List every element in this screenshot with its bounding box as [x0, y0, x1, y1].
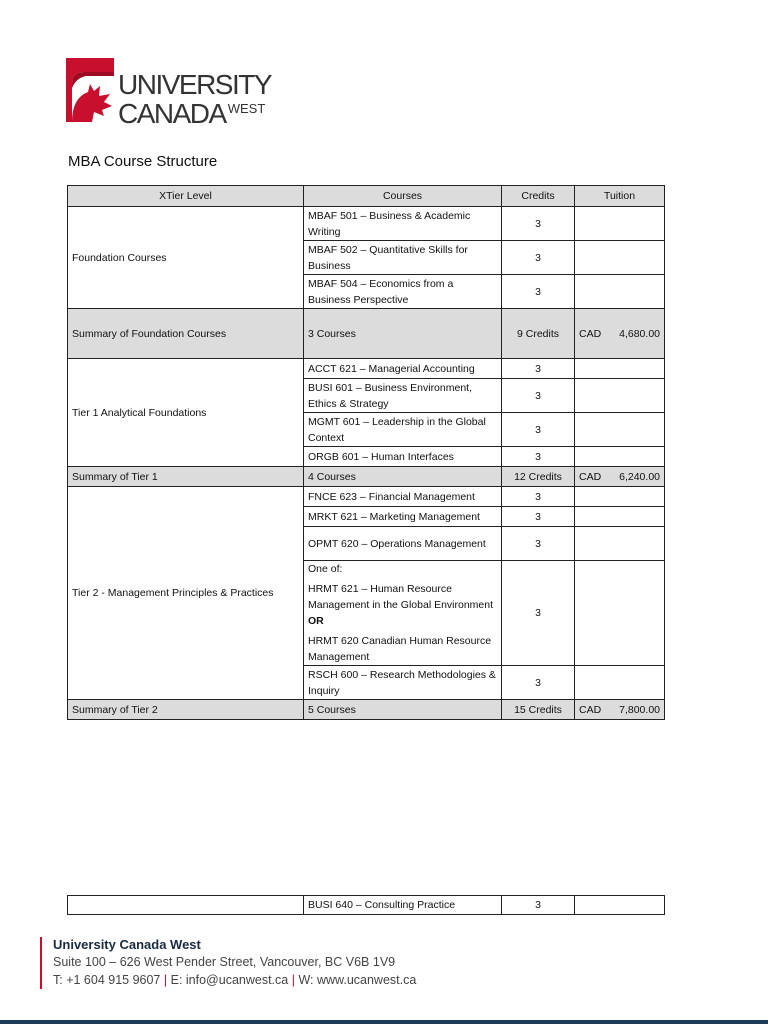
summary-credits: 12 Credits — [502, 467, 575, 487]
choice-option-2: HRMT 620 Canadian Human Resource Management — [308, 635, 492, 663]
tuition-amount: 6,240.00 — [619, 470, 660, 483]
footer-website-link[interactable]: W: www.ucanwest.ca — [298, 973, 417, 987]
table-row — [68, 896, 665, 915]
footer-phone: T: +1 604 915 9607 — [53, 973, 161, 987]
tuition-cell — [575, 507, 665, 527]
course-structure-table — [67, 185, 665, 720]
university-logo — [66, 58, 286, 129]
credits-cell: 3 — [502, 561, 575, 666]
tuition-cell — [575, 275, 665, 309]
tuition-cell — [575, 666, 665, 700]
credits-cell: 3 — [502, 241, 575, 275]
course-cell: MGMT 601 – Leadership in the Global Context — [304, 413, 502, 447]
tuition-amount: 7,800.00 — [619, 703, 660, 716]
header-tuition: Tuition — [575, 186, 665, 207]
course-cell: BUSI 640 – Consulting Practice — [304, 896, 502, 915]
course-cell: OPMT 620 – Operations Management — [304, 527, 502, 561]
tier-cell: Tier 2 - Management Principles & Practices — [68, 487, 304, 700]
summary-row — [68, 700, 665, 720]
table-row — [68, 359, 665, 379]
tuition-cell — [575, 561, 665, 666]
summary-label: Summary of Tier 1 — [68, 467, 304, 487]
summary-tuition — [575, 467, 665, 487]
credits-cell: 3 — [502, 275, 575, 309]
course-cell: ORGB 601 – Human Interfaces — [304, 447, 502, 467]
tuition-cell — [575, 207, 665, 241]
tuition-cell — [575, 241, 665, 275]
choice-option-1: HRMT 621 – Human Resource Management in the Global Environment — [308, 583, 494, 611]
course-cell: FNCE 623 – Financial Management — [304, 487, 502, 507]
course-cell: RSCH 600 – Research Methodologies & Inquiry — [304, 666, 502, 700]
logo-wordmark — [118, 69, 272, 129]
credits-cell: 3 — [502, 413, 575, 447]
header-tier-level: XTier Level — [68, 186, 304, 207]
logo-west: WEST — [227, 101, 266, 116]
header-credits: Credits — [502, 186, 575, 207]
continued-table — [67, 895, 665, 915]
header-courses: Courses — [304, 186, 502, 207]
tuition-cell — [575, 379, 665, 413]
course-cell: MBAF 504 – Economics from a Business Perspective — [304, 275, 502, 309]
summary-row — [68, 467, 665, 487]
bottom-accent-bar — [0, 1020, 768, 1024]
tier-cell — [68, 896, 304, 915]
maple-leaf-logo-icon — [66, 58, 114, 122]
summary-credits: 15 Credits — [502, 700, 575, 720]
course-cell: MRKT 621 – Marketing Management — [304, 507, 502, 527]
credits-cell: 3 — [502, 447, 575, 467]
credits-cell: 3 — [502, 487, 575, 507]
credits-cell: 3 — [502, 527, 575, 561]
footer-email-link[interactable]: E: info@ucanwest.ca — [170, 973, 289, 987]
course-cell: MBAF 501 – Business & Academic Writing — [304, 207, 502, 241]
summary-courses: 5 Courses — [304, 700, 502, 720]
tuition-currency: CAD — [579, 703, 602, 716]
choice-intro: One of: — [308, 563, 343, 575]
summary-row — [68, 309, 665, 359]
credits-cell: 3 — [502, 359, 575, 379]
summary-tuition — [575, 309, 665, 359]
summary-label: Summary of Foundation Courses — [68, 309, 304, 359]
elective-choice-cell — [304, 561, 502, 666]
tuition-amount: 4,680.00 — [619, 327, 660, 340]
footer — [40, 937, 416, 989]
table-header-row — [68, 186, 665, 207]
footer-institution-name: University Canada West — [53, 937, 201, 952]
tuition-cell — [575, 413, 665, 447]
summary-tuition — [575, 700, 665, 720]
summary-label: Summary of Tier 2 — [68, 700, 304, 720]
table-row — [68, 207, 665, 241]
tuition-cell — [575, 447, 665, 467]
tier-cell: Tier 1 Analytical Foundations — [68, 359, 304, 467]
credits-cell: 3 — [502, 666, 575, 700]
table-row — [68, 487, 665, 507]
footer-address: Suite 100 – 626 West Pender Street, Vancouver, BC V6B 1V9 — [53, 955, 396, 969]
tuition-cell — [575, 896, 665, 915]
footer-contact — [53, 972, 416, 989]
document-title: MBA Course Structure — [68, 153, 218, 170]
credits-cell: 3 — [502, 507, 575, 527]
logo-line-1: UNIVERSITY — [118, 69, 272, 100]
credits-cell: 3 — [502, 896, 575, 915]
footer-separator: | — [163, 973, 168, 987]
credits-cell: 3 — [502, 207, 575, 241]
tuition-cell — [575, 487, 665, 507]
tuition-currency: CAD — [579, 327, 602, 340]
summary-courses: 4 Courses — [304, 467, 502, 487]
choice-or: OR — [308, 615, 324, 627]
logo-line-2: CANADA — [118, 98, 226, 129]
course-cell: MBAF 502 – Quantitative Skills for Business — [304, 241, 502, 275]
summary-courses: 3 Courses — [304, 309, 502, 359]
tuition-cell — [575, 359, 665, 379]
tuition-cell — [575, 527, 665, 561]
tuition-currency: CAD — [579, 470, 602, 483]
tier-cell: Foundation Courses — [68, 207, 304, 309]
footer-separator: | — [291, 973, 295, 987]
credits-cell: 3 — [502, 379, 575, 413]
course-cell: ACCT 621 – Managerial Accounting — [304, 359, 502, 379]
summary-credits: 9 Credits — [502, 309, 575, 359]
course-cell: BUSI 601 – Business Environment, Ethics & Strategy — [304, 379, 502, 413]
